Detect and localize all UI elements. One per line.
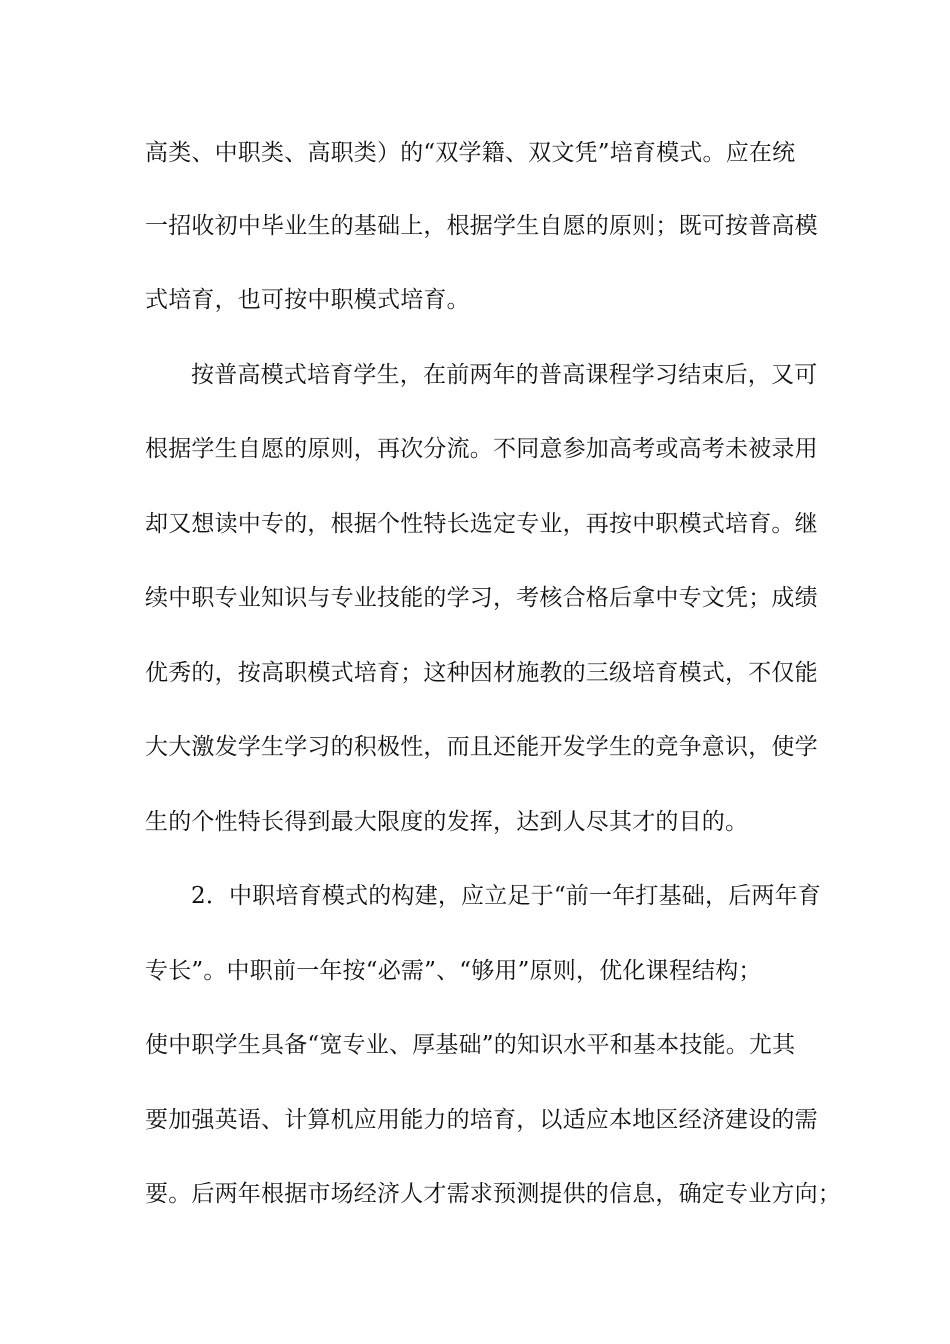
text-line: 根据学生自愿的原则，再次分流。不同意参加高考或高考未被录用 bbox=[145, 436, 818, 462]
text-line: 大大激发学生学习的积极性，而且还能开发学生的竞争意识，使学 bbox=[145, 734, 818, 760]
text-line: 专长”。中职前一年按“必需”、“够用”原则，优化课程结构； bbox=[145, 958, 762, 984]
paragraph-first-line: 2．中职培育模式的构建，应立足于“前一年打基础，后两年育 bbox=[191, 883, 821, 909]
text-line: 优秀的，按高职模式培育；这种因材施教的三级培育模式，不仅能 bbox=[145, 660, 818, 686]
text-line: 高类、中职类、高职类）的“双学籍、双文凭”培育模式。应在统 bbox=[145, 140, 796, 166]
text-line: 使中职学生具备“宽专业、厚基础”的知识水平和基本技能。尤其 bbox=[145, 1032, 796, 1058]
paragraph-first-line: 按普高模式培育学生，在前两年的普高课程学习结束后，又可 bbox=[191, 362, 818, 388]
text-line: 续中职专业知识与专业技能的学习，考核合格后拿中专文凭；成绩 bbox=[145, 585, 818, 611]
text-line: 要加强英语、计算机应用能力的培育，以适应本地区经济建设的需 bbox=[145, 1107, 818, 1133]
text-line: 一招收初中毕业生的基础上，根据学生自愿的原则；既可按普高模 bbox=[145, 213, 818, 239]
text-line: 式培育，也可按中职模式培育。 bbox=[145, 287, 470, 313]
text-line: 生的个性特长得到最大限度的发挥，达到人尽其才的目的。 bbox=[145, 809, 749, 835]
text-line: 却又想读中专的，根据个性特长选定专业，再按中职模式培育。继 bbox=[145, 511, 818, 537]
text-line: 要。后两年根据市场经济人才需求预测提供的信息，确定专业方向； bbox=[145, 1181, 841, 1207]
